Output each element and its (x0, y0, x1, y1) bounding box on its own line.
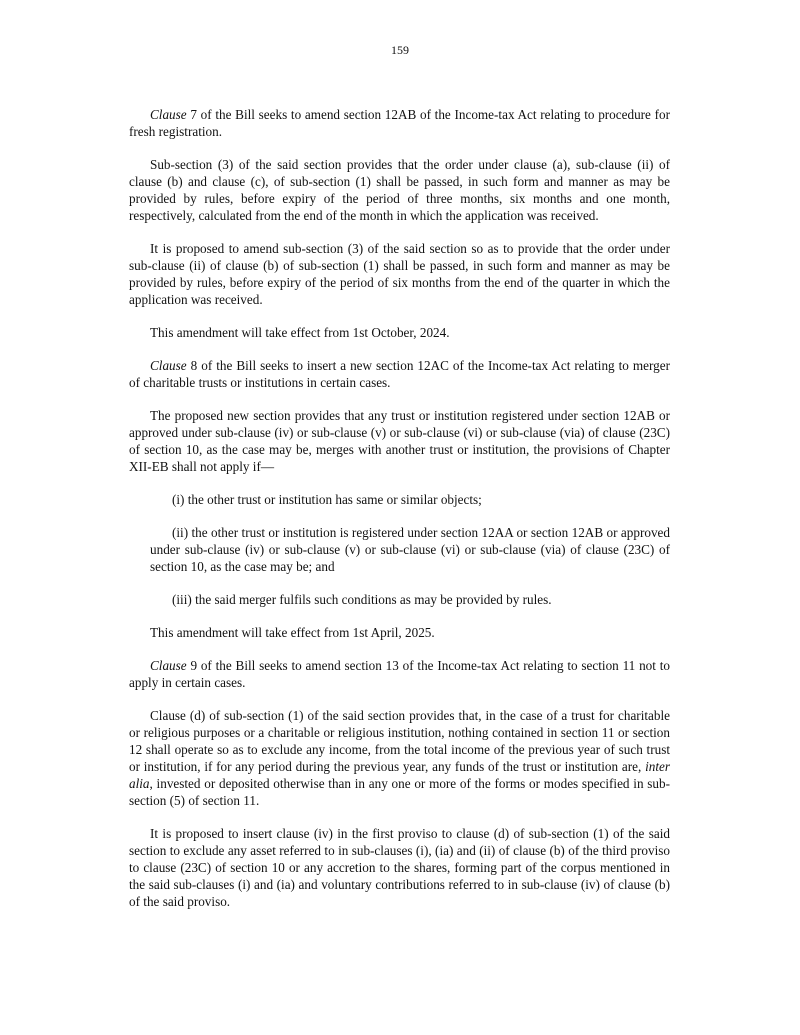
paragraph-clause-9 (129, 657, 670, 691)
paragraph-text: Clause (d) of sub-section (1) of the said section provides that, in the case of a trust for charitable or religious purposes or a charitable or religious institution, nothing contained in section 11 or section 12 shall operate so as to exclude any income, from the total income of the previous year of such trust or institution, if for any period during the previous year, any funds of the trust or institution are, (129, 708, 670, 774)
clause-label: Clause (150, 358, 187, 373)
paragraph-clause-7 (129, 106, 670, 140)
paragraph-text: , invested or deposited otherwise than in any one or more of the forms or modes specified in sub-section (5) of section 11. (129, 776, 670, 808)
paragraph-proposal-12ab: It is proposed to amend sub-section (3) of the said section so as to provide that the order under sub-clause (ii) of clause (b) of sub-section (1) shall be passed, in such form and manner as may be provided by rules, before expiry of the period of six months from the end of the quarter in which the application was received. (129, 241, 670, 307)
paragraph-proposal-clause-iv: It is proposed to insert clause (iv) in the first proviso to clause (d) of sub-section (1) of the said section to exclude any asset referred to in sub-clauses (i), (ia) and (ii) of clause (b) of the third proviso to clause (23C) of section 10 or any accretion to the shares, forming part of the corpus mentioned in the said sub-clauses (i) and (ia) and voluntary contributions referred to in sub-clause (iv) of clause (b) of the said proviso. (129, 826, 670, 909)
paragraph-text: 8 of the Bill seeks to insert a new section 12AC of the Income-tax Act relating to merger of charitable trusts or institutions in certain cases. (129, 358, 670, 390)
clause-label: Clause (150, 658, 187, 673)
clause-label: Clause (150, 107, 187, 122)
list-item-i: (i) the other trust or institution has same or similar objects; (172, 492, 482, 507)
italic-term: inter alia (129, 759, 670, 791)
paragraph-effective-date-oct: This amendment will take effect from 1st October, 2024. (150, 325, 450, 340)
paragraph-new-section-12ac: The proposed new section provides that any trust or institution registered under section 12AB or approved under sub-clause (iv) or sub-clause (v) or sub-clause (vi) or sub-clause (via) of clause (23C) of section 10, as the case may be, merges with another trust or institution, the provisions of Chapter XII-EB shall not apply if— (129, 408, 670, 474)
page-number: 159 (391, 43, 409, 57)
list-item-iii: (iii) the said merger fulfils such conditions as may be provided by rules. (172, 592, 552, 607)
list-item-ii: (ii) the other trust or institution is registered under section 12AA or section 12AB or approved under sub-clause (iv) or sub-clause (v) or sub-clause (vi) or sub-clause (via) of clause (23C) of section 10, as the case may be; and (150, 525, 670, 574)
paragraph-subsection-3: Sub-section (3) of the said section provides that the order under clause (a), sub-clause (ii) of clause (b) and clause (c), of sub-section (1) shall be passed, in such form and manner as may be provided by rules, before expiry of the period of three months, six months and one month, respectively, calculated from the end of the month in which the application was received. (129, 157, 670, 223)
paragraph-clause-d (129, 707, 670, 809)
paragraph-clause-8 (129, 357, 670, 391)
paragraph-effective-date-apr: This amendment will take effect from 1st April, 2025. (150, 625, 435, 640)
document-body (129, 106, 670, 926)
paragraph-text: 7 of the Bill seeks to amend section 12AB of the Income-tax Act relating to procedure for fresh registration. (129, 107, 670, 139)
paragraph-text: 9 of the Bill seeks to amend section 13 of the Income-tax Act relating to section 11 not to apply in certain cases. (129, 658, 670, 690)
